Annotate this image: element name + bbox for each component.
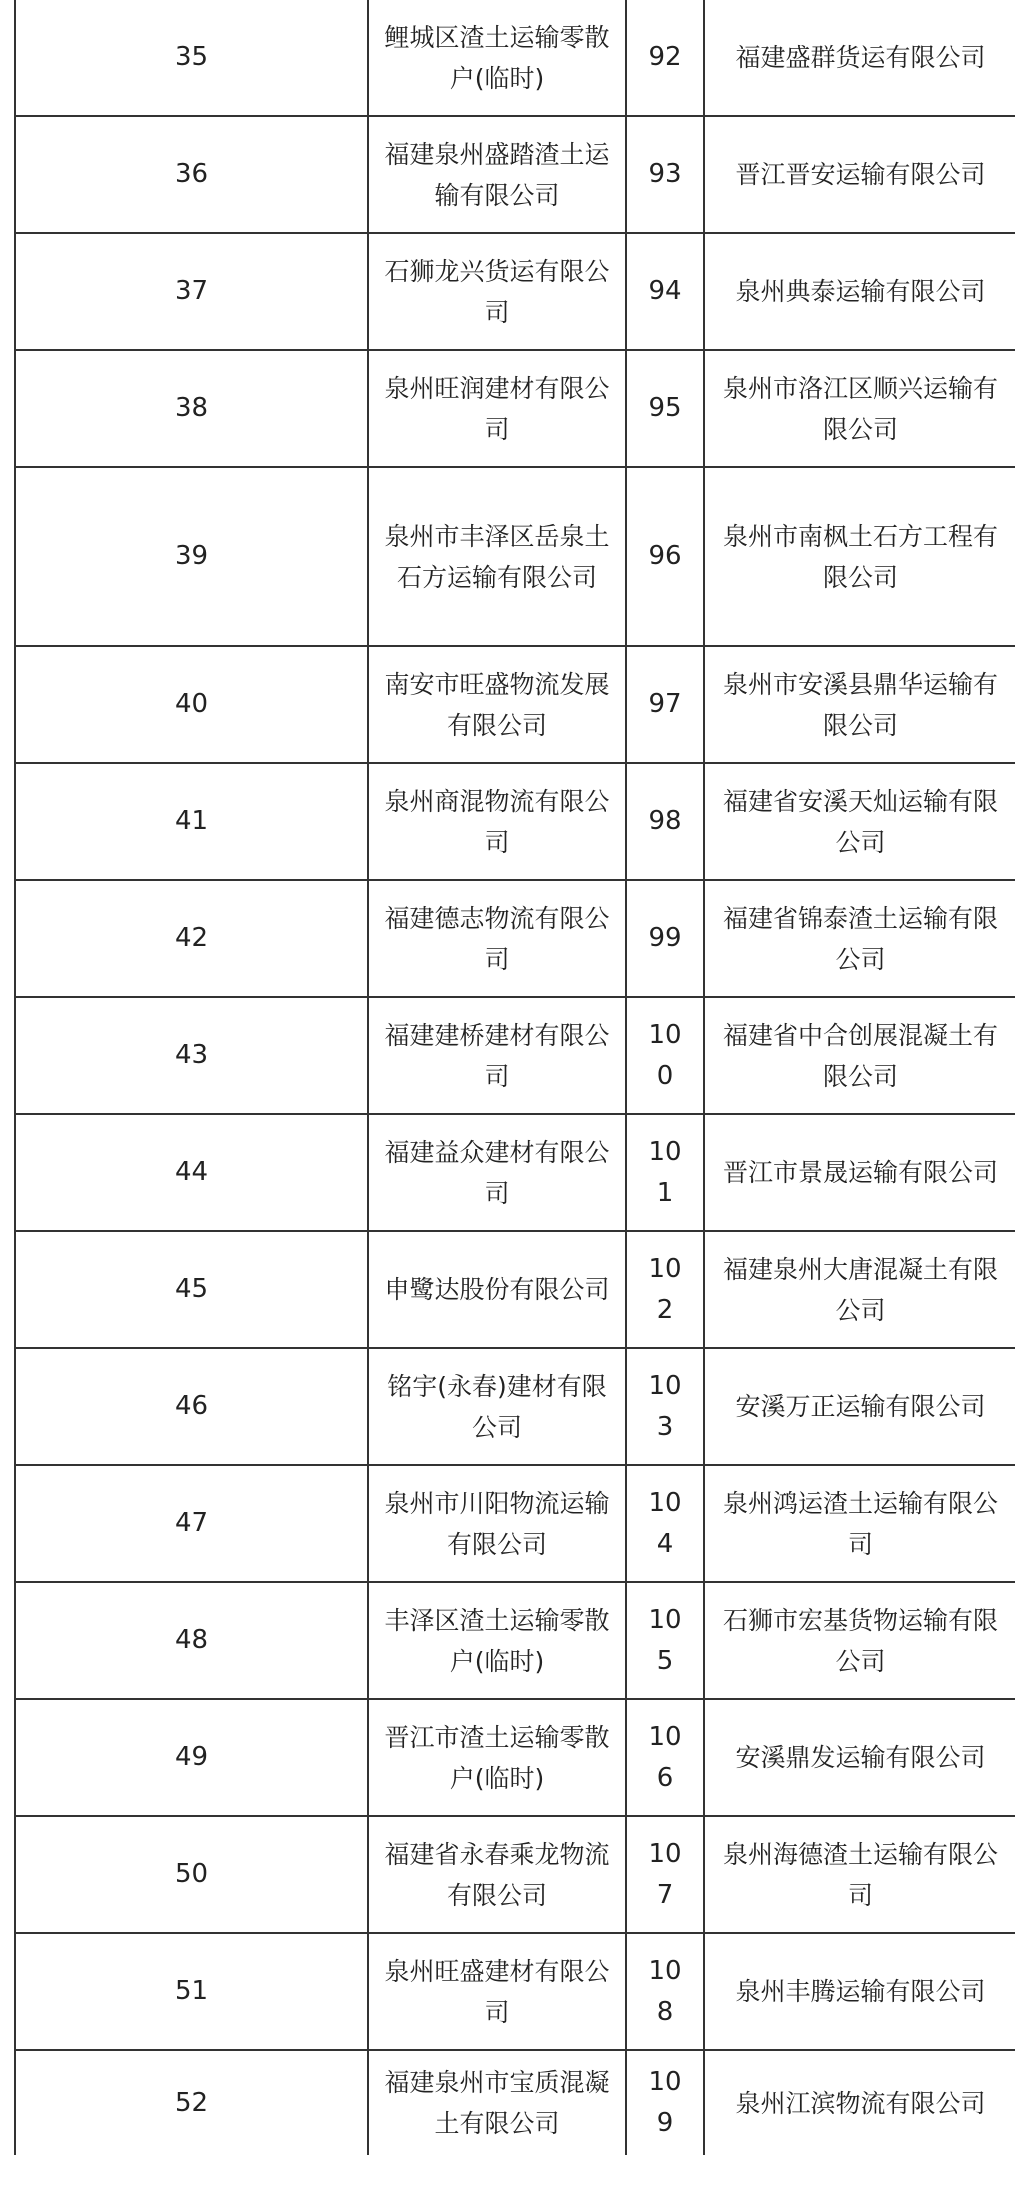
table-row [15, 1699, 1015, 1816]
row-number-right: 105 [626, 1582, 704, 1699]
company-name-right: 晋江晋安运输有限公司 [704, 116, 1015, 233]
company-name-left: 福建泉州盛踏渣土运输有限公司 [368, 116, 626, 233]
row-number-right: 99 [626, 880, 704, 997]
row-number-right: 97 [626, 646, 704, 763]
company-name-left: 石狮龙兴货运有限公司 [368, 233, 626, 350]
table-row [15, 646, 1015, 763]
company-name-right: 福建省安溪天灿运输有限公司 [704, 763, 1015, 880]
row-number-left: 51 [15, 1933, 368, 2050]
row-number-left: 50 [15, 1816, 368, 1933]
company-name-right: 福建省中合创展混凝土有限公司 [704, 997, 1015, 1114]
row-number-left: 44 [15, 1114, 368, 1231]
company-name-left: 南安市旺盛物流发展有限公司 [368, 646, 626, 763]
row-number-right: 108 [626, 1933, 704, 2050]
table-row [15, 0, 1015, 116]
row-number-left: 38 [15, 350, 368, 467]
table-body [15, 0, 1015, 2155]
row-number-left: 43 [15, 997, 368, 1114]
row-number-right: 93 [626, 116, 704, 233]
table-row [15, 880, 1015, 997]
company-name-left: 丰泽区渣土运输零散户(临时) [368, 1582, 626, 1699]
row-number-right: 95 [626, 350, 704, 467]
company-name-right: 福建盛群货运有限公司 [704, 0, 1015, 116]
row-number-right: 94 [626, 233, 704, 350]
table-row [15, 233, 1015, 350]
row-number-right: 101 [626, 1114, 704, 1231]
row-number-left: 49 [15, 1699, 368, 1816]
company-list-table-container [14, 0, 1015, 2155]
company-name-right: 福建泉州大唐混凝土有限公司 [704, 1231, 1015, 1348]
row-number-left: 48 [15, 1582, 368, 1699]
company-name-left: 泉州市川阳物流运输有限公司 [368, 1465, 626, 1582]
table-row [15, 467, 1015, 646]
row-number-right: 109 [626, 2050, 704, 2155]
table-row [15, 1348, 1015, 1465]
table-row [15, 1582, 1015, 1699]
company-name-left: 福建建桥建材有限公司 [368, 997, 626, 1114]
company-name-right: 泉州市南枫土石方工程有限公司 [704, 467, 1015, 646]
company-name-right: 泉州江滨物流有限公司 [704, 2050, 1015, 2155]
row-number-left: 41 [15, 763, 368, 880]
row-number-right: 98 [626, 763, 704, 880]
row-number-right: 104 [626, 1465, 704, 1582]
table-row [15, 1816, 1015, 1933]
company-name-left: 泉州市丰泽区岳泉土石方运输有限公司 [368, 467, 626, 646]
row-number-left: 52 [15, 2050, 368, 2155]
company-name-left: 鲤城区渣土运输零散户(临时) [368, 0, 626, 116]
table-row [15, 1114, 1015, 1231]
company-name-left: 泉州旺盛建材有限公司 [368, 1933, 626, 2050]
row-number-right: 102 [626, 1231, 704, 1348]
row-number-left: 40 [15, 646, 368, 763]
company-name-left: 福建益众建材有限公司 [368, 1114, 626, 1231]
table-row [15, 1933, 1015, 2050]
row-number-left: 39 [15, 467, 368, 646]
company-name-right: 泉州丰腾运输有限公司 [704, 1933, 1015, 2050]
company-name-right: 泉州市安溪县鼎华运输有限公司 [704, 646, 1015, 763]
table-row [15, 350, 1015, 467]
row-number-left: 42 [15, 880, 368, 997]
row-number-left: 46 [15, 1348, 368, 1465]
row-number-left: 47 [15, 1465, 368, 1582]
company-name-right: 泉州海德渣土运输有限公司 [704, 1816, 1015, 1933]
row-number-right: 103 [626, 1348, 704, 1465]
company-name-right: 泉州鸿运渣土运输有限公司 [704, 1465, 1015, 1582]
company-name-left: 申鹭达股份有限公司 [368, 1231, 626, 1348]
table-row [15, 1231, 1015, 1348]
company-name-right: 泉州市洛江区顺兴运输有限公司 [704, 350, 1015, 467]
company-name-right: 石狮市宏基货物运输有限公司 [704, 1582, 1015, 1699]
company-list-table [14, 0, 1015, 2155]
row-number-left: 45 [15, 1231, 368, 1348]
company-name-right: 安溪鼎发运输有限公司 [704, 1699, 1015, 1816]
company-name-left: 福建省永春乘龙物流有限公司 [368, 1816, 626, 1933]
table-row [15, 116, 1015, 233]
table-row [15, 997, 1015, 1114]
table-row [15, 763, 1015, 880]
row-number-left: 35 [15, 0, 368, 116]
company-name-right: 安溪万正运输有限公司 [704, 1348, 1015, 1465]
company-name-right: 福建省锦泰渣土运输有限公司 [704, 880, 1015, 997]
row-number-right: 92 [626, 0, 704, 116]
company-name-left: 铭宇(永春)建材有限公司 [368, 1348, 626, 1465]
row-number-right: 96 [626, 467, 704, 646]
company-name-left: 晋江市渣土运输零散户(临时) [368, 1699, 626, 1816]
company-name-left: 泉州商混物流有限公司 [368, 763, 626, 880]
row-number-right: 107 [626, 1816, 704, 1933]
table-row [15, 1465, 1015, 1582]
row-number-right: 106 [626, 1699, 704, 1816]
table-row [15, 2050, 1015, 2155]
company-name-left: 泉州旺润建材有限公司 [368, 350, 626, 467]
company-name-left: 福建泉州市宝质混凝土有限公司 [368, 2050, 626, 2155]
company-name-left: 福建德志物流有限公司 [368, 880, 626, 997]
company-name-right: 泉州典泰运输有限公司 [704, 233, 1015, 350]
company-name-right: 晋江市景晟运输有限公司 [704, 1114, 1015, 1231]
row-number-right: 100 [626, 997, 704, 1114]
row-number-left: 37 [15, 233, 368, 350]
row-number-left: 36 [15, 116, 368, 233]
